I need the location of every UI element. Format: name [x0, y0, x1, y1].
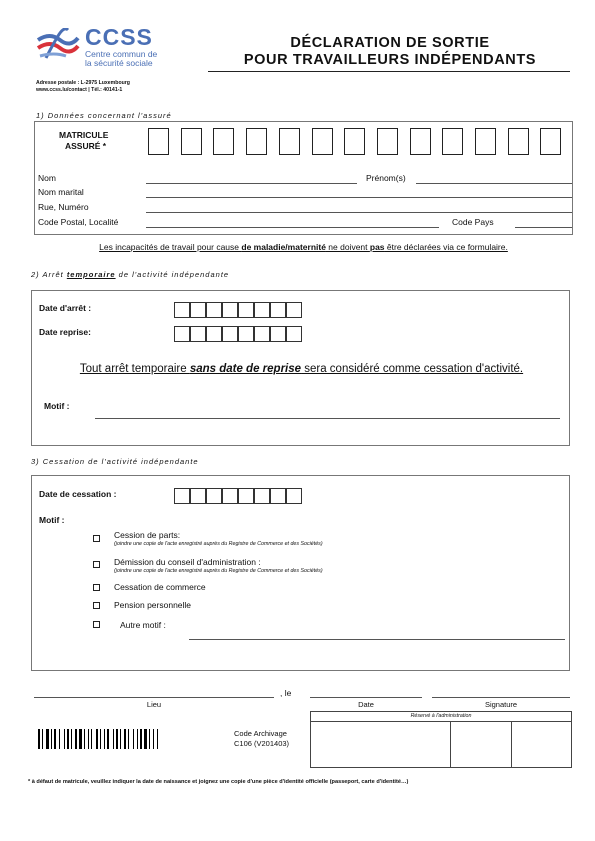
barcode-bar: [100, 729, 101, 749]
logo-name: CCSS: [85, 24, 153, 50]
section3-label: 3) Cessation de l'activité indépendante: [31, 457, 199, 466]
option-autre-motif: Autre motif :: [120, 620, 166, 630]
barcode-bar: [153, 729, 154, 749]
section1-box: [34, 121, 573, 235]
checkbox-autre-motif[interactable]: [93, 621, 100, 628]
barcode-bar: [91, 729, 92, 749]
temporary-stop-notice: Tout arrêt temporaire sans date de reprise sera considéré comme cessation d'activité.: [79, 363, 524, 375]
date-cessation-cell[interactable]: [286, 488, 302, 504]
matricule-cell[interactable]: [508, 128, 529, 155]
date-reprise-cell[interactable]: [238, 326, 254, 342]
matricule-cell[interactable]: [475, 128, 496, 155]
rue-label: Rue, Numéro: [38, 202, 89, 212]
matricule-cell[interactable]: [442, 128, 463, 155]
date-arret-cell[interactable]: [238, 302, 254, 318]
admin-divider-2: [511, 721, 512, 767]
section2-box: [31, 290, 570, 446]
date-reprise-cell[interactable]: [286, 326, 302, 342]
page-title-line2: POUR TRAVAILLEURS INDÉPENDANTS: [243, 52, 537, 68]
date-cessation-label: Date de cessation :: [39, 489, 117, 499]
lieu-field[interactable]: [34, 697, 274, 698]
barcode-bar: [75, 729, 77, 749]
date-reprise-cell[interactable]: [222, 326, 238, 342]
option-demission-note: (joindre une copie de l'acte enregistré auprès du Registre de Commerce et des Sociétés): [114, 568, 323, 574]
prenom-field[interactable]: [416, 183, 572, 184]
logo-subtitle-1: Centre commun de: [85, 49, 158, 59]
nom-marital-label: Nom marital: [38, 187, 84, 197]
date-arret-cell[interactable]: [222, 302, 238, 318]
nom-marital-field[interactable]: [146, 197, 572, 198]
motif-label-s2: Motif :: [44, 401, 70, 411]
contact-info: www.ccss.lu/contact | Tél.: 40141-1: [36, 87, 123, 93]
matricule-cell[interactable]: [377, 128, 398, 155]
ccss-logo: [36, 26, 166, 66]
date-arret-cell[interactable]: [174, 302, 190, 318]
date-reprise-cell[interactable]: [174, 326, 190, 342]
option-cession-parts: Cession de parts:: [114, 530, 181, 540]
postal-address: Adresse postale : L-2975 Luxembourg: [36, 80, 130, 86]
matricule-label-2: ASSURÉ *: [65, 141, 107, 151]
section1-label: 1) Données concernant l'assuré: [36, 111, 172, 120]
barcode-bar: [107, 729, 109, 749]
code-pays-field[interactable]: [515, 227, 572, 228]
code-pays-label: Code Pays: [452, 217, 494, 227]
date-reprise-cell[interactable]: [190, 326, 206, 342]
barcode-bar: [84, 729, 85, 749]
barcode-bar: [128, 729, 129, 749]
matricule-cell[interactable]: [181, 128, 202, 155]
date-arret-cell[interactable]: [190, 302, 206, 318]
matricule-cell[interactable]: [148, 128, 169, 155]
barcode-bar: [137, 729, 138, 749]
barcode-bar: [88, 729, 89, 749]
admin-reserved-label: Réservé à l'administration: [311, 713, 571, 722]
date-cessation-cell[interactable]: [222, 488, 238, 504]
date-cessation-cell[interactable]: [270, 488, 286, 504]
barcode-bar: [38, 729, 40, 749]
option-cession-parts-note: (joindre une copie de l'acte enregistré auprès du Registre de Commerce et des Sociétés): [114, 541, 323, 547]
barcode-bar: [54, 729, 56, 749]
section3-box: [31, 475, 570, 671]
logo-subtitle-2: la sécurité sociale: [85, 58, 153, 68]
barcode-bar: [124, 729, 126, 749]
barcode-bar: [157, 729, 158, 749]
admin-divider-1: [450, 721, 451, 767]
checkbox-cession-parts[interactable]: [93, 535, 100, 542]
matricule-cell[interactable]: [246, 128, 267, 155]
date-reprise-label: Date reprise:: [39, 327, 91, 337]
barcode-bar: [59, 729, 60, 749]
barcode-bar: [140, 729, 142, 749]
checkbox-cessation-commerce[interactable]: [93, 584, 100, 591]
checkbox-demission[interactable]: [93, 561, 100, 568]
motif-label-s3: Motif :: [39, 515, 65, 525]
date-cessation-cell[interactable]: [190, 488, 206, 504]
matricule-label-1: MATRICULE: [59, 130, 109, 140]
date-cessation-cell[interactable]: [174, 488, 190, 504]
barcode-bar: [71, 729, 72, 749]
date-arret-cell[interactable]: [254, 302, 270, 318]
page-title-line1: DÉCLARATION DE SORTIE: [290, 35, 490, 51]
barcode-bar: [120, 729, 121, 749]
matricule-cell[interactable]: [344, 128, 365, 155]
date-cessation-cell[interactable]: [238, 488, 254, 504]
rue-field[interactable]: [146, 212, 572, 213]
signature-field[interactable]: [432, 697, 570, 698]
barcode-bar: [64, 729, 65, 749]
barcode-bar: [113, 729, 114, 749]
date-arret-cell[interactable]: [286, 302, 302, 318]
barcode-bar: [42, 729, 43, 749]
date-field[interactable]: [310, 697, 422, 698]
autre-motif-field[interactable]: [189, 639, 565, 640]
matricule-cell[interactable]: [540, 128, 561, 155]
barcode-bar: [79, 729, 82, 749]
barcode-bar: [116, 729, 118, 749]
ccss-logo-icon: [36, 28, 80, 60]
barcode-bar: [46, 729, 49, 749]
date-cessation-cell[interactable]: [206, 488, 222, 504]
signature-caption: Signature: [484, 700, 518, 709]
section2-label: 2) Arrêt temporaire de l'activité indépendante: [31, 270, 230, 279]
code-archivage-label: Code Archivage: [234, 729, 287, 738]
matricule-cell[interactable]: [312, 128, 333, 155]
date-arret-cell[interactable]: [270, 302, 286, 318]
lieu-caption: Lieu: [146, 700, 162, 709]
date-caption: Date: [358, 700, 374, 709]
le-text: , le: [280, 688, 292, 698]
option-pension: Pension personnelle: [114, 600, 192, 610]
matricule-cell[interactable]: [213, 128, 234, 155]
maladie-notice: Les incapacités de travail pour cause de maladie/maternité ne doivent pas être déclarées via ce formulaire.: [99, 242, 508, 252]
matricule-cell[interactable]: [410, 128, 431, 155]
barcode-bar: [149, 729, 150, 749]
barcode-bar: [67, 729, 69, 749]
barcode-bar: [133, 729, 134, 749]
code-postal-label: Code Postal, Localité: [38, 217, 119, 227]
date-cessation-cell[interactable]: [254, 488, 270, 504]
code-postal-field[interactable]: [146, 227, 439, 228]
checkbox-pension[interactable]: [93, 602, 100, 609]
option-demission: Démission du conseil d'administration :: [114, 557, 261, 567]
date-reprise-cell[interactable]: [206, 326, 222, 342]
matricule-cell[interactable]: [279, 128, 300, 155]
date-reprise-cell[interactable]: [254, 326, 270, 342]
nom-field[interactable]: [146, 183, 357, 184]
date-arret-label: Date d'arrêt :: [39, 303, 92, 313]
code-archivage-value: C106 (V201403): [234, 739, 290, 748]
motif-field-s2[interactable]: [95, 418, 560, 419]
barcode-bar: [144, 729, 147, 749]
barcode: [38, 729, 213, 749]
title-underline: [208, 71, 570, 72]
date-arret-cell[interactable]: [206, 302, 222, 318]
admin-box: [310, 711, 572, 768]
option-cessation-commerce: Cessation de commerce: [114, 582, 206, 592]
barcode-bar: [104, 729, 105, 749]
barcode-bar: [96, 729, 98, 749]
barcode-bar: [51, 729, 52, 749]
prenom-label: Prénom(s): [366, 173, 406, 183]
nom-label: Nom: [38, 173, 56, 183]
footnote: * à défaut de matricule, veuillez indiquer la date de naissance et joignez une copie d'une pièce d'identité officielle (passeport, carte d'identité…): [28, 779, 409, 785]
date-reprise-cell[interactable]: [270, 326, 286, 342]
